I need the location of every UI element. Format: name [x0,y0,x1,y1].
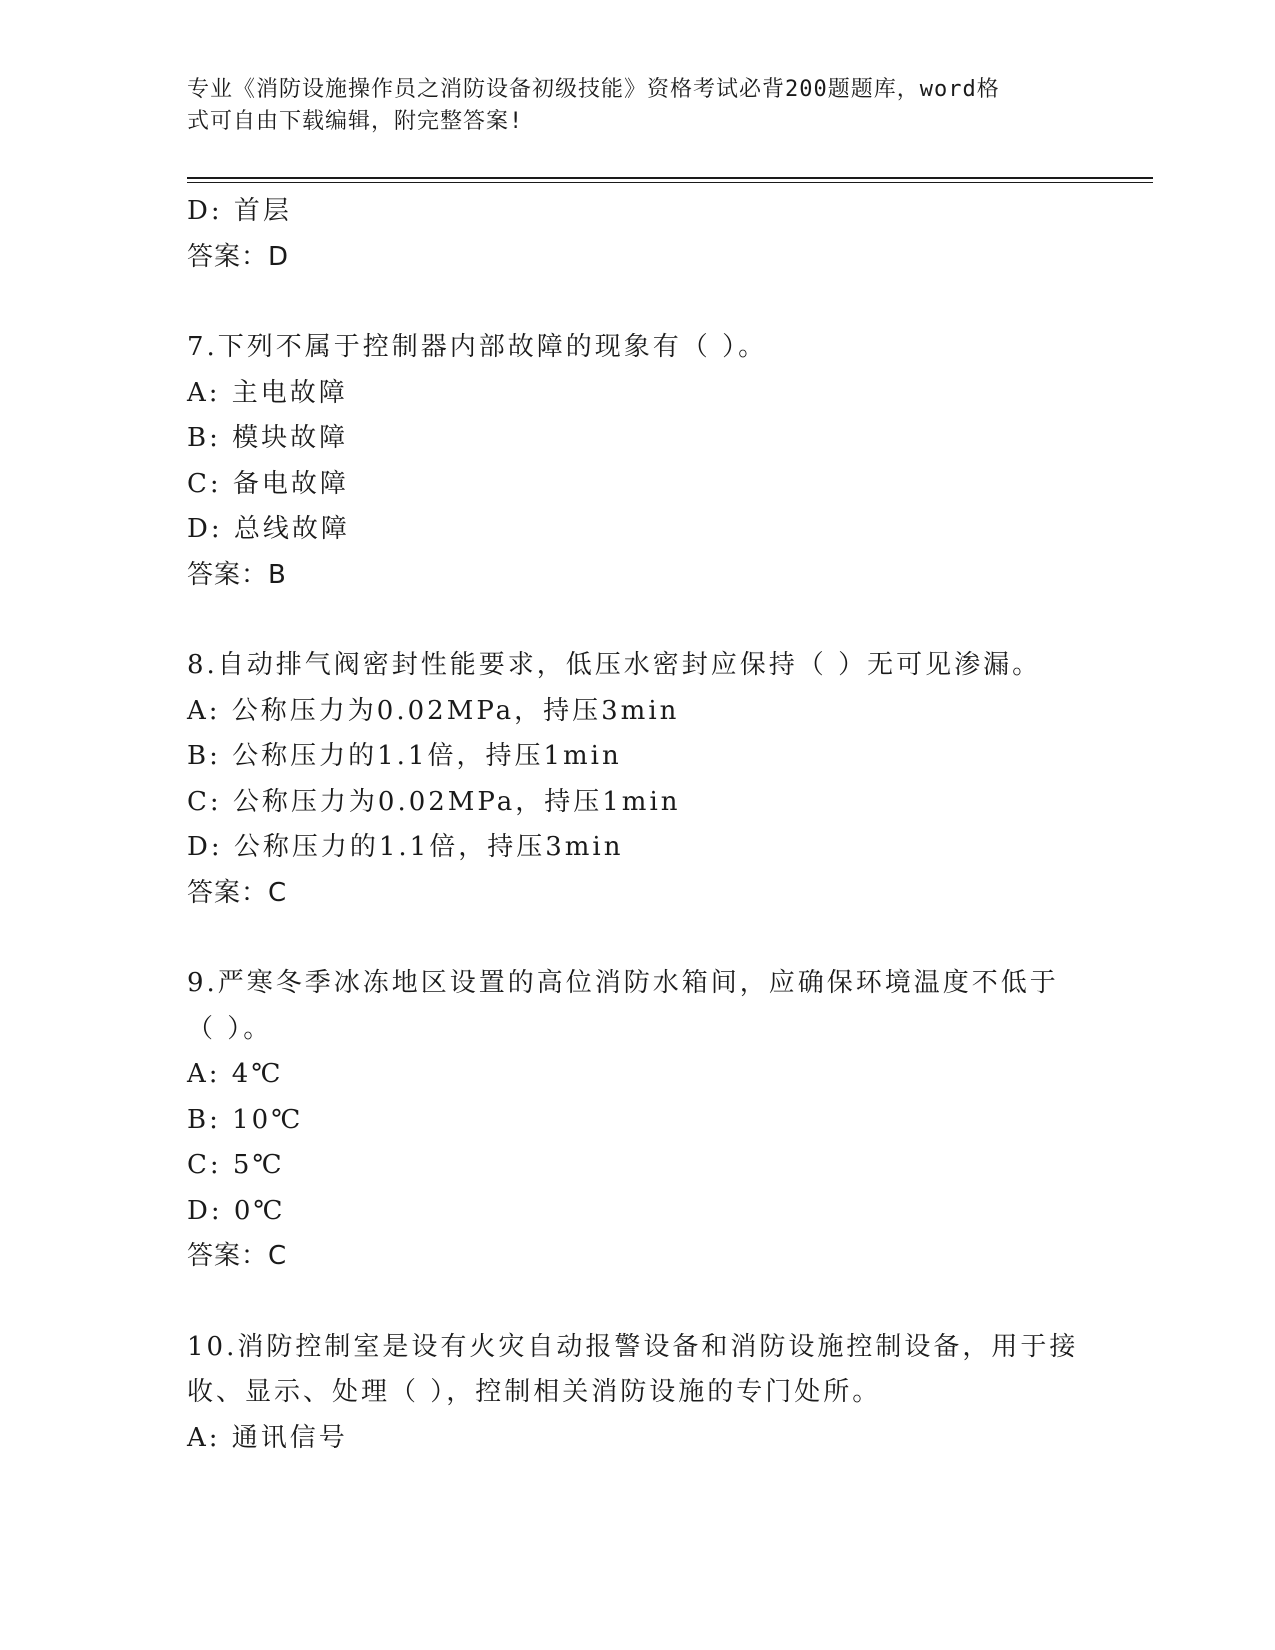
question-9-option-a: A: 4℃ [187,1059,284,1089]
spacer [187,280,1087,325]
question-7-option-d: D: 总线故障 [187,514,350,544]
question-7-option-c: C: 备电故障 [187,468,349,499]
header-divider-thick [187,177,1153,179]
question-9-text-line-1: 9.严寒冬季冰冻地区设置的高位消防水箱间，应确保环境温度不低于 [187,968,1059,998]
question-6-answer: 答案：D [187,241,290,272]
question-10-option-a: A: 通讯信号 [187,1422,348,1453]
question-6-option-d: D: 首层 [187,196,292,226]
question-8-option-c: C: 公称压力为0.02MPa，持压1min [187,786,681,817]
question-8 [187,643,1087,916]
question-8-answer: 答案：C [187,877,288,908]
spacer [187,916,1087,961]
question-content [187,189,1087,1461]
header-divider-thin [187,182,1153,183]
question-7-answer: 答案：B [187,559,287,590]
question-7-text: 7.下列不属于控制器内部故障的现象有（ ）。 [187,332,768,362]
document-header [187,74,1067,138]
question-7-option-b: B: 模块故障 [187,423,349,453]
question-7 [187,325,1087,598]
question-7-option-a: A: 主电故障 [187,377,348,408]
question-9-text-line-2: （ ）。 [187,1013,273,1044]
question-9-option-c: C: 5℃ [187,1150,285,1180]
question-9-answer: 答案：C [187,1241,288,1271]
question-10-text-line-1: 10.消防控制室是设有火灾自动报警设备和消防设施控制设备，用于接 [187,1331,1079,1362]
question-9 [187,961,1087,1280]
header-line-1: 专业《消防设施操作员之消防设备初级技能》资格考试必背200题题库，word格 [187,77,1000,102]
question-8-option-a: A: 公称压力为0.02MPa，持压3min [187,695,680,726]
question-9-option-d: D: 0℃ [187,1195,286,1226]
question-10 [187,1325,1087,1462]
spacer [187,1280,1087,1325]
question-6-tail [187,189,1087,280]
question-9-option-b: B: 10℃ [187,1104,304,1135]
question-10-text-line-2: 收、显示、处理（ ），控制相关消防设施的专门处所。 [187,1377,882,1407]
question-8-option-b: B: 公称压力的1.1倍，持压1min [187,741,622,771]
question-8-text: 8.自动排气阀密封性能要求，低压水密封应保持（ ）无可见渗漏。 [187,650,1042,680]
question-8-option-d: D: 公称压力的1.1倍，持压3min [187,832,624,862]
header-line-2: 式可自由下载编辑，附完整答案! [187,109,524,134]
spacer [187,598,1087,643]
